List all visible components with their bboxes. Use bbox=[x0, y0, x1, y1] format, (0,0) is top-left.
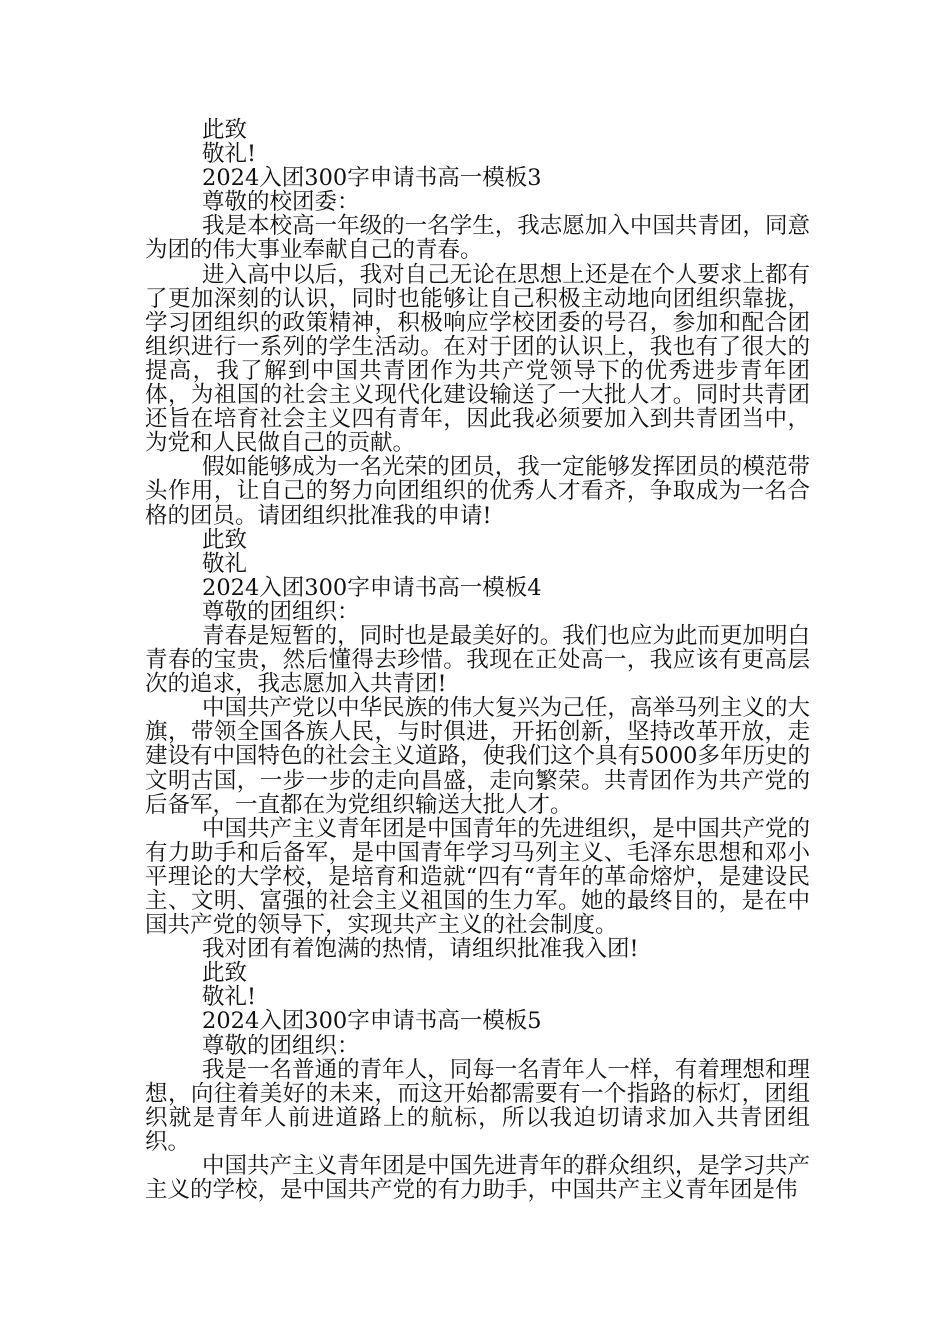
letter-greeting: 尊敬的团组织： bbox=[202, 598, 360, 625]
closing-regards: 敬礼 bbox=[202, 550, 248, 577]
template-heading: 2024入团300字申请书高一模板3 bbox=[202, 165, 542, 192]
letter-greeting: 尊敬的校团委： bbox=[202, 189, 360, 216]
closing-regards: 敬礼! bbox=[202, 984, 257, 1011]
closing-salutation: 此致 bbox=[202, 960, 248, 987]
body-paragraph: 进入高中以后，我对自己无论在思想上还是在个人要求上都有了更加深刻的认识，同时也能够让自己积极主动地向团组织靠拢，学习团组织的政策精神，积极响应学校团委的号召，参加和配合团组织进行一系列的学生活动。在对于团的认识上，我也有了很大的提高，我了解到中国共青团作为共产党领导下的优秀进步青年团体，为祖国的社会主义现代化建设输送了一大批人才。同时共青团还旨在培育社会主义四有青年，因此我必须要加入到共青团当中，为党和人民做自己的贡献。 bbox=[145, 261, 810, 457]
body-line: 我对团有着饱满的热情，请组织批准我入团! bbox=[202, 936, 639, 963]
letter-greeting: 尊敬的团组织： bbox=[202, 1032, 360, 1059]
body-paragraph: 中国共产主义青年团是中国先进青年的群众组织，是学习共产主义的学校，是中国共产党的有力助手，中国共产主义青年团是伟 bbox=[145, 1153, 810, 1204]
body-paragraph: 我是一名普通的青年人，同每一名青年人一样，有着理想和理想，向往着美好的未来，而这开始都需要有一个指路的标灯，团组织就是青年人前进道路上的航标，所以我迫切请求加入共青团组织。 bbox=[145, 1056, 810, 1155]
body-paragraph: 假如能够成为一名光荣的团员，我一定能够发挥团员的模范带头作用，让自己的努力向团组织的优秀人才看齐，争取成为一名合格的团员。请团组织批准我的申请! bbox=[145, 454, 810, 529]
closing-salutation: 此致 bbox=[202, 526, 248, 553]
body-paragraph: 我是本校高一年级的一名学生，我志愿加入中国共青团，同意为团的伟大事业奉献自己的青春。 bbox=[145, 213, 810, 264]
closing-regards: 敬礼! bbox=[202, 141, 257, 168]
document-body bbox=[145, 118, 810, 1202]
template-heading: 2024入团300字申请书高一模板4 bbox=[202, 574, 542, 601]
closing-salutation: 此致 bbox=[202, 117, 248, 143]
body-paragraph: 中国共产主义青年团是中国青年的先进组织，是中国共产党的有力助手和后备军，是中国青年学习马列主义、毛泽东思想和邓小平理论的大学校，是培育和造就“四有“青年的革命熔炉，是建设民主、文明、富强的社会主义祖国的生力军。她的最终目的，是在中国共产党的领导下，实现共产主义的社会制度。 bbox=[145, 815, 810, 939]
body-paragraph: 青春是短暂的，同时也是最美好的。我们也应为此而更加明白青春的宝贵，然后懂得去珍惜。我现在正处高一，我应该有更高层次的追求，我志愿加入共青团! bbox=[145, 622, 810, 698]
body-paragraph: 中国共产党以中华民族的伟大复兴为己任，高举马列主义的大旗，带领全国各族人民，与时俱进，开拓创新，坚持改革开放，走建设有中国特色的社会主义道路，使我们这个具有5000多年历史的文明古国，一步一步的走向昌盛，走向繁荣。共青团作为共产党的后备军，一直都在为党组织输送大批人才。 bbox=[145, 695, 810, 818]
template-heading: 2024入团300字申请书高一模板5 bbox=[202, 1008, 542, 1035]
